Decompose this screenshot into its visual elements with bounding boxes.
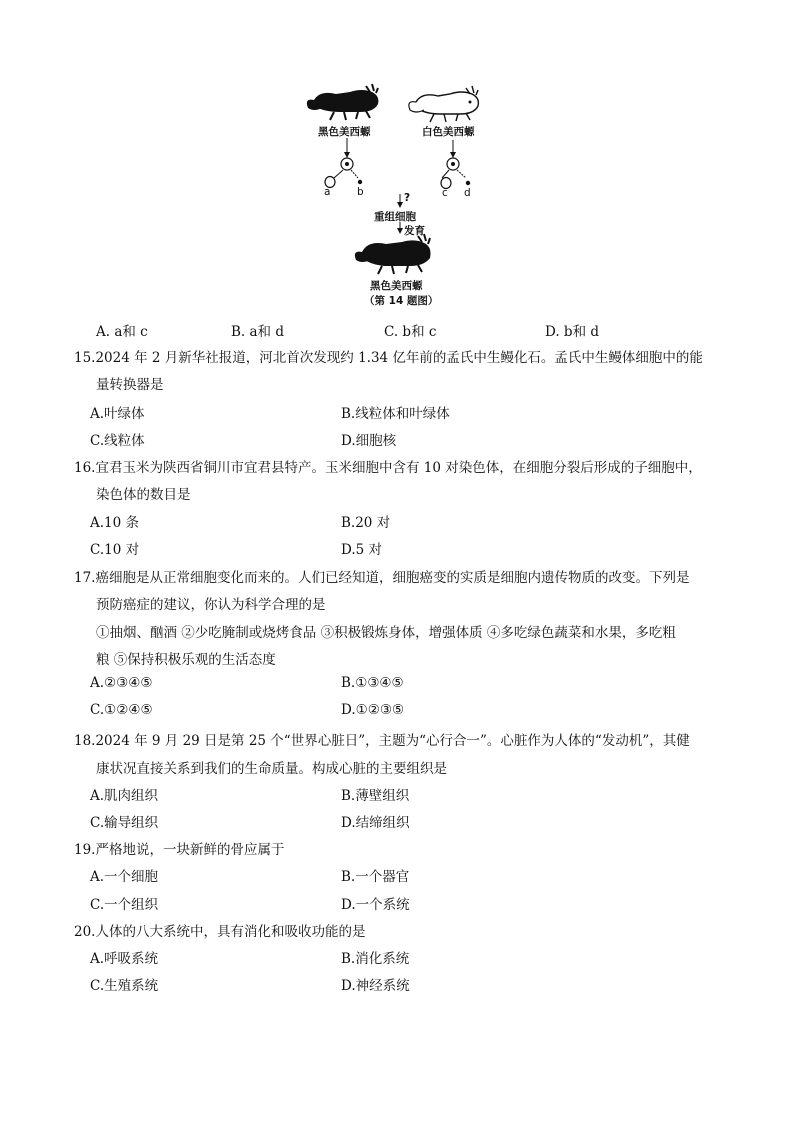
cell-d-label: d [464,187,471,199]
question-17-line1: 17.癌细胞是从正常细胞变化而来的。人们已经知道，细胞癌变的实质是细胞内遗传物质的改变。下列是 [74,570,690,586]
question-16-line2: 染色体的数目是 [96,487,191,503]
q14-option-d[interactable]: D. b和 d [545,324,599,340]
q17-option-a[interactable]: A.②③④⑤ [90,675,153,691]
q15-option-d[interactable]: D.细胞核 [341,433,397,449]
q15-option-a[interactable]: A.叶绿体 [90,406,145,422]
q20-option-d[interactable]: D.神经系统 [341,978,410,994]
q15-option-b[interactable]: B.线粒体和叶绿体 [341,406,450,422]
q16-option-c[interactable]: C.10 对 [90,542,140,558]
question-17-line3: ①抽烟、酗酒 ②少吃腌制或烧烤食品 ③积极锻炼身体，增强体质 ④多吃绿色蔬菜和水果，多吃粗 [96,625,676,641]
q16-option-b[interactable]: B.20 对 [341,515,391,531]
q18-option-a[interactable]: A.肌肉组织 [90,788,159,804]
question-15-line1: 15.2024 年 2 月新华社报道，河北首次发现约 1.34 亿年前的孟氏中生鳗化石。孟氏中生鳗体细胞中的能 [74,350,703,366]
q19-option-b[interactable]: B.一个器官 [341,869,410,885]
question-18-line2: 康状况直接关系到我们的生命质量。构成心脏的主要组织是 [96,761,447,777]
q14-option-c[interactable]: C. b和 c [384,324,437,340]
q17-option-d[interactable]: D.①②③⑤ [341,702,405,718]
q20-option-c[interactable]: C.生殖系统 [90,978,159,994]
q16-option-a[interactable]: A.10 条 [90,515,140,531]
question-15-line2: 量转换器是 [96,377,164,393]
q14-option-a[interactable]: A. a和 c [96,324,148,340]
figure-caption: （第 14 题图） [364,295,439,307]
q15-option-c[interactable]: C.线粒体 [90,433,145,449]
label-white-axolotl: 白色美西螈 [422,126,475,138]
white-axolotl-icon [409,86,479,122]
cell-c-label: c [442,187,448,199]
cell-b-label: b [357,186,364,198]
q19-option-d[interactable]: D.一个系统 [341,897,410,913]
label-black-axolotl-left: 黑色美西螈 [318,126,371,138]
q17-option-b[interactable]: B.①③④⑤ [341,675,404,691]
q14-option-b[interactable]: B. a和 d [231,324,284,340]
question-16-line1: 16.宜君玉米为陕西省铜川市宜君县特产。玉米细胞中含有 10 对染色体，在细胞分裂后形成的子细胞中， [74,460,702,476]
black-axolotl-left-icon [307,84,379,120]
question-19-line1: 19.严格地说，一块新鲜的骨应属于 [74,842,285,858]
question-17-line2: 预防癌症的建议，你认为科学合理的是 [96,597,326,613]
question-20-line1: 20.人体的八大系统中，具有消化和吸收功能的是 [74,924,366,940]
question-14-figure [300,78,500,310]
q16-option-d[interactable]: D.5 对 [341,542,383,558]
question-17-line4: 粮 ⑤保持积极乐观的生活态度 [96,652,276,668]
q18-option-b[interactable]: B.薄壁组织 [341,788,410,804]
q19-option-a[interactable]: A.一个细胞 [90,869,159,885]
q20-option-b[interactable]: B.消化系统 [341,951,410,967]
q17-option-c[interactable]: C.①②④⑤ [90,702,153,718]
q20-option-a[interactable]: A.呼吸系统 [90,951,159,967]
question-mark-label: ? [404,192,411,204]
question-18-line1: 18.2024 年 9 月 29 日是第 25 个“世界心脏日”，主题为“心行合一”。心脏作为人体的“发动机”，其健 [74,733,690,749]
black-axolotl-result-icon [355,234,431,274]
label-black-axolotl-result: 黑色美西螈 [370,280,423,292]
q18-option-d[interactable]: D.结缔组织 [341,815,410,831]
recombined-cell-label: 重组细胞 [374,211,416,223]
q18-option-c[interactable]: C.输导组织 [90,815,159,831]
develop-label: 发育 [404,225,425,237]
cell-a-label: a [324,186,331,198]
q19-option-c[interactable]: C.一个组织 [90,897,159,913]
